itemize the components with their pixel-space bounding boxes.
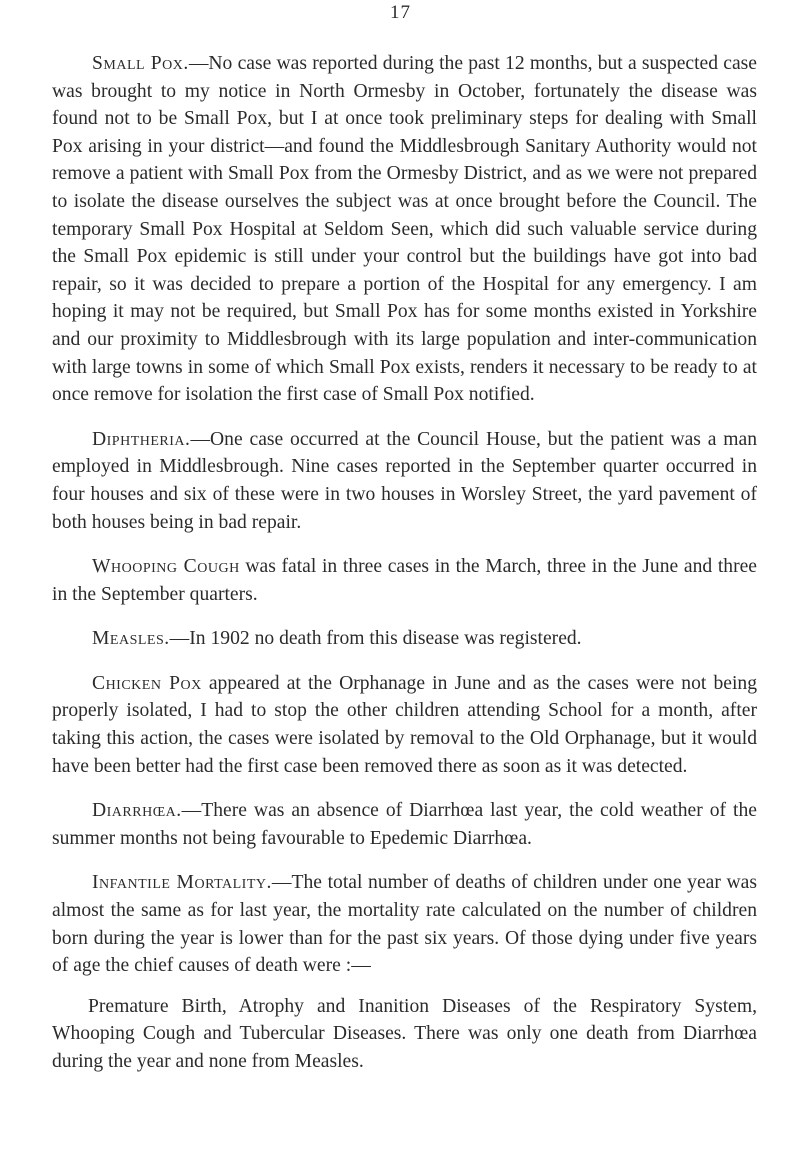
paragraph-whooping-cough [52, 553, 757, 608]
heading-chicken-pox: Chicken Pox [92, 672, 202, 694]
document-body [52, 50, 757, 1093]
heading-measles: Measles. [92, 628, 170, 650]
text-diarrhoea: —There was an absence of Diarrhœa last year, the cold weather of the summer months not being favourable to Epedemic Diarrhœa. [52, 800, 757, 849]
heading-small-pox: Small Pox. [92, 53, 189, 74]
text-chicken-pox: appeared at the Orphanage in June and as the cases were not being properly isolated, I had to stop the other children attending School for a month, after taking this action, the cases were isolated by removal to the Old Orphanage, but it would have been better had the first case been removed there as soon as it was detected. [52, 672, 757, 777]
heading-diphtheria: Diphtheria. [92, 428, 191, 450]
paragraph-small-pox [52, 50, 757, 409]
text-whooping-cough: was fatal in three cases in the March, three in the June and three in the September quarters. [52, 556, 758, 605]
paragraph-causes-of-death: Premature Birth, Atrophy and Inanition Diseases of the Respiratory System, Whooping Cough and Tubercular Diseases. There was only one death from Diarrhœa during the year and none from Measles. [52, 995, 757, 1072]
paragraph-infantile-mortality [52, 869, 757, 979]
heading-infantile-mortality: Infantile Mortality. [92, 872, 272, 894]
heading-whooping-cough: Whooping Cough [92, 556, 240, 578]
page-number: 17 [390, 2, 411, 23]
paragraph-diphtheria [52, 426, 757, 536]
text-measles: —In 1902 no death from this disease was registered. [169, 628, 582, 650]
paragraph-measles [52, 625, 757, 653]
paragraph-diarrhoea [52, 797, 757, 852]
text-infantile-mortality: —The total number of deaths of children under one year was almost the same as for last year, the mortality rate calculated on the number of children born during the year is lower than for the past six years. Of those dying under five years of age the chief causes of death were :— [52, 872, 757, 977]
text-diphtheria: —One case occurred at the Council House, but the patient was a man employed in Middlesbrough. Nine cases reported in the September quarter occurred in four houses and six of these were in two houses in Worsley Street, the yard pavement of both houses being in bad repair. [52, 428, 757, 533]
text-small-pox: —No case was reported during the past 12 months, but a suspected case was brought to my notice in North Ormesby in October, fortunately the disease was found not to be Small Pox, but I at once took preliminary steps for dealing with Small Pox arising in your district—and found the Middlesbrough Sanitary Authority would not remove a patient with Small Pox from the Ormesby District, and as we were not prepared to isolate the disease ourselves the subject was at once brought before the Council. The temporary Small Pox Hospital at Seldom Seen, which did such valuable service during the Small Pox epidemic is still under your control but the buildings have got into bad repair, so it was decided to prepare a portion of the Hospital for any emergency. I am hoping it may not be required, but Small Pox has for some months existed in Yorkshire and our proximity to Middlesbrough with its large population and inter-communication with large towns in some of which Small Pox exists, renders it necessary to be ready to at once remove for isolation the first case of Small Pox notified. [52, 53, 757, 406]
heading-diarrhoea: Diarrhœa. [92, 800, 182, 822]
paragraph-chicken-pox [52, 670, 757, 780]
